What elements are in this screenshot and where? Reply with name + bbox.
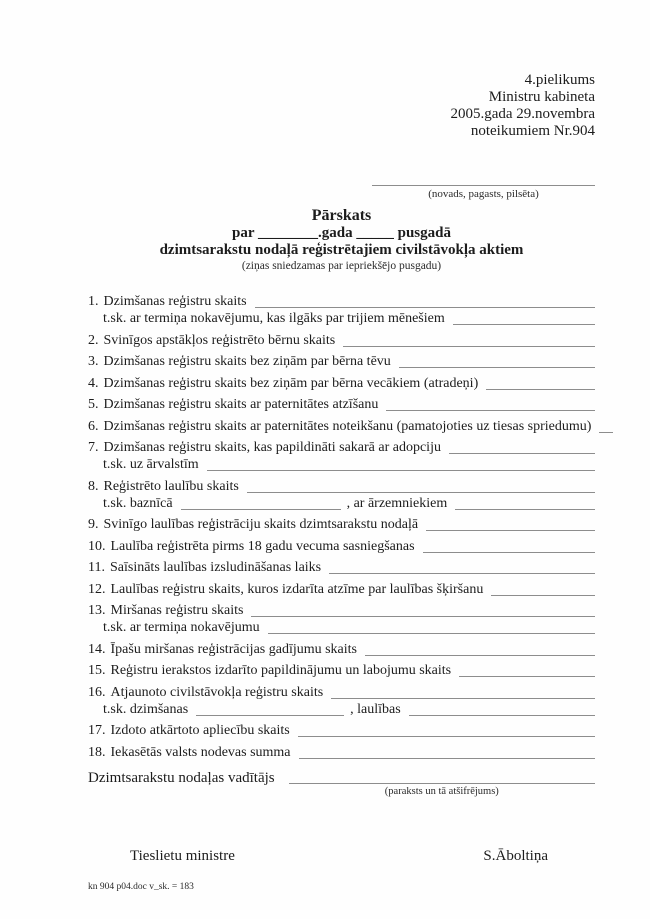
blank-line bbox=[299, 744, 595, 759]
item-label: Laulība reģistrēta pirms 18 gadu vecuma sasniegšanas bbox=[110, 538, 415, 554]
item-label: Izdoto atkārtoto apliecību skaits bbox=[110, 723, 290, 738]
form-period-line: par ________.gada _____ pusgadā bbox=[232, 225, 451, 241]
form-item bbox=[88, 744, 595, 761]
blank-line bbox=[486, 375, 595, 390]
blank-line bbox=[343, 332, 595, 347]
blank-line bbox=[365, 641, 595, 656]
form-item bbox=[88, 418, 595, 435]
form-item bbox=[88, 602, 595, 636]
item-number: 9. bbox=[88, 517, 99, 532]
form-item bbox=[88, 478, 595, 512]
item-label: Saīsināts laulības izsludināšanas laiks bbox=[109, 560, 322, 575]
item-number: 16. bbox=[88, 684, 106, 700]
item-label: Reģistrēto laulību skaits bbox=[103, 478, 239, 494]
item-label: Dzimšanas reģistru skaits bez ziņām par bērna tēvu bbox=[103, 354, 391, 369]
appendix-line: 2005.gada 29.novembra bbox=[450, 106, 595, 122]
form-item bbox=[88, 332, 595, 349]
item-label: Dzimšanas reģistru skaits bez ziņām par bērna vecākiem (atradeņi) bbox=[103, 375, 479, 391]
form-item bbox=[88, 375, 595, 392]
appendix-line: Ministru kabineta bbox=[488, 89, 595, 105]
item-label: Reģistru ierakstos izdarīto papildinājumu un labojumu skaits bbox=[110, 663, 452, 678]
blank-line bbox=[268, 619, 595, 634]
item-number: 7. bbox=[88, 440, 99, 455]
blank-line bbox=[247, 478, 595, 493]
sub-item-label: t.sk. ar termiņa nokavējumu bbox=[103, 620, 260, 635]
item-number: 18. bbox=[88, 744, 106, 760]
blank-line bbox=[331, 684, 595, 699]
blank-line bbox=[455, 495, 595, 510]
item-number: 8. bbox=[88, 478, 99, 494]
blank-line bbox=[449, 439, 595, 454]
item-number: 6. bbox=[88, 418, 99, 434]
appendix-header bbox=[88, 72, 595, 140]
item-number: 15. bbox=[88, 663, 106, 678]
item-label: Miršanas reģistru skaits bbox=[110, 603, 244, 618]
form-note: (ziņas sniedzamas par iepriekšējo pusgadu) bbox=[241, 260, 442, 272]
location-caption: (novads, pagasts, pilsēta) bbox=[428, 188, 539, 200]
form-item bbox=[88, 559, 595, 576]
blank-line bbox=[423, 538, 595, 553]
sub-item-label: , laulības bbox=[350, 701, 401, 717]
item-number: 11. bbox=[88, 560, 105, 575]
document-footnote: kn 904 p04.doc v_sk. = 183 bbox=[88, 881, 194, 892]
form-item bbox=[88, 396, 595, 413]
blank-line bbox=[491, 581, 595, 596]
form-item bbox=[88, 516, 595, 533]
item-label: Svinīgo laulības reģistrāciju skaits dzimtsarakstu nodaļā bbox=[103, 517, 419, 532]
form-title-block bbox=[88, 206, 595, 273]
blank-line bbox=[298, 722, 595, 737]
blank-line bbox=[599, 418, 613, 433]
item-label: Iekasētās valsts nodevas summa bbox=[110, 744, 291, 760]
form-item bbox=[88, 641, 595, 658]
appendix-line: 4.pielikums bbox=[524, 72, 595, 88]
blank-line bbox=[255, 293, 595, 308]
item-label: Svinīgos apstākļos reģistrēto bērnu skaits bbox=[103, 332, 336, 348]
blank-line bbox=[386, 396, 595, 411]
item-label: Dzimšanas reģistru skaits ar paternitātes noteikšanu (pamatojoties uz tiesas spriedumu) bbox=[103, 418, 592, 434]
form-item bbox=[88, 722, 595, 739]
sub-item-label: , ar ārzemniekiem bbox=[346, 495, 448, 511]
signature-label: Dzimtsarakstu nodaļas vadītājs bbox=[88, 769, 275, 786]
form-item bbox=[88, 662, 595, 679]
item-number: 12. bbox=[88, 581, 106, 597]
form-title: Pārskats bbox=[311, 207, 372, 224]
form-item bbox=[88, 353, 595, 370]
sub-item-label: t.sk. dzimšanas bbox=[103, 701, 189, 717]
blank-line bbox=[409, 701, 595, 716]
blank-line bbox=[207, 456, 595, 471]
form-subject-line: dzimtsarakstu nodaļā reģistrētajiem civilstāvokļa aktiem bbox=[159, 242, 524, 258]
blank-line bbox=[459, 662, 595, 677]
signature-caption: (paraksts un tā atšifrējums) bbox=[384, 785, 499, 797]
sub-item-label: t.sk. uz ārvalstīm bbox=[103, 457, 199, 472]
item-number: 5. bbox=[88, 397, 99, 412]
item-number: 3. bbox=[88, 354, 99, 369]
form-item bbox=[88, 581, 595, 598]
item-number: 1. bbox=[88, 294, 99, 309]
sub-item-label: t.sk. ar termiņa nokavējumu, kas ilgāks par trijiem mēnešiem bbox=[103, 311, 445, 326]
item-label: Dzimšanas reģistru skaits, kas papildināti sakarā ar adopciju bbox=[103, 440, 441, 455]
item-number: 17. bbox=[88, 723, 106, 738]
minister-name: S.Āboltiņa bbox=[483, 847, 548, 864]
location-blank-line bbox=[372, 177, 595, 186]
item-label: Laulības reģistru skaits, kuros izdarīta atzīme par laulības šķiršanu bbox=[110, 581, 484, 597]
blank-line bbox=[196, 701, 344, 716]
signature-line bbox=[289, 770, 595, 784]
appendix-line: noteikumiem Nr.904 bbox=[470, 123, 595, 139]
item-number: 4. bbox=[88, 375, 99, 391]
item-number: 14. bbox=[88, 641, 106, 657]
item-label: Īpašu miršanas reģistrācijas gadījumu skaits bbox=[110, 641, 357, 657]
location-field bbox=[372, 177, 595, 201]
item-number: 10. bbox=[88, 538, 106, 554]
blank-line bbox=[426, 516, 595, 531]
blank-line bbox=[399, 353, 595, 368]
blank-line bbox=[329, 559, 595, 574]
form-item bbox=[88, 293, 595, 327]
officials-row bbox=[88, 847, 595, 865]
form-item bbox=[88, 439, 595, 473]
item-number: 13. bbox=[88, 603, 106, 618]
item-label: Dzimšanas reģistru skaits bbox=[103, 294, 247, 309]
blank-line bbox=[251, 602, 595, 617]
form-item bbox=[88, 538, 595, 555]
blank-line bbox=[453, 310, 595, 325]
sub-item-label: t.sk. baznīcā bbox=[103, 495, 173, 511]
item-number: 2. bbox=[88, 332, 99, 348]
signature-block bbox=[88, 770, 595, 798]
form-item bbox=[88, 684, 595, 718]
minister-title: Tieslietu ministre bbox=[130, 847, 235, 864]
blank-line bbox=[181, 495, 341, 510]
form-items bbox=[88, 293, 595, 761]
signature-field bbox=[289, 770, 595, 798]
item-label: Dzimšanas reģistru skaits ar paternitātes atzīšanu bbox=[103, 397, 379, 412]
item-label: Atjaunoto civilstāvokļa reģistru skaits bbox=[110, 684, 324, 700]
